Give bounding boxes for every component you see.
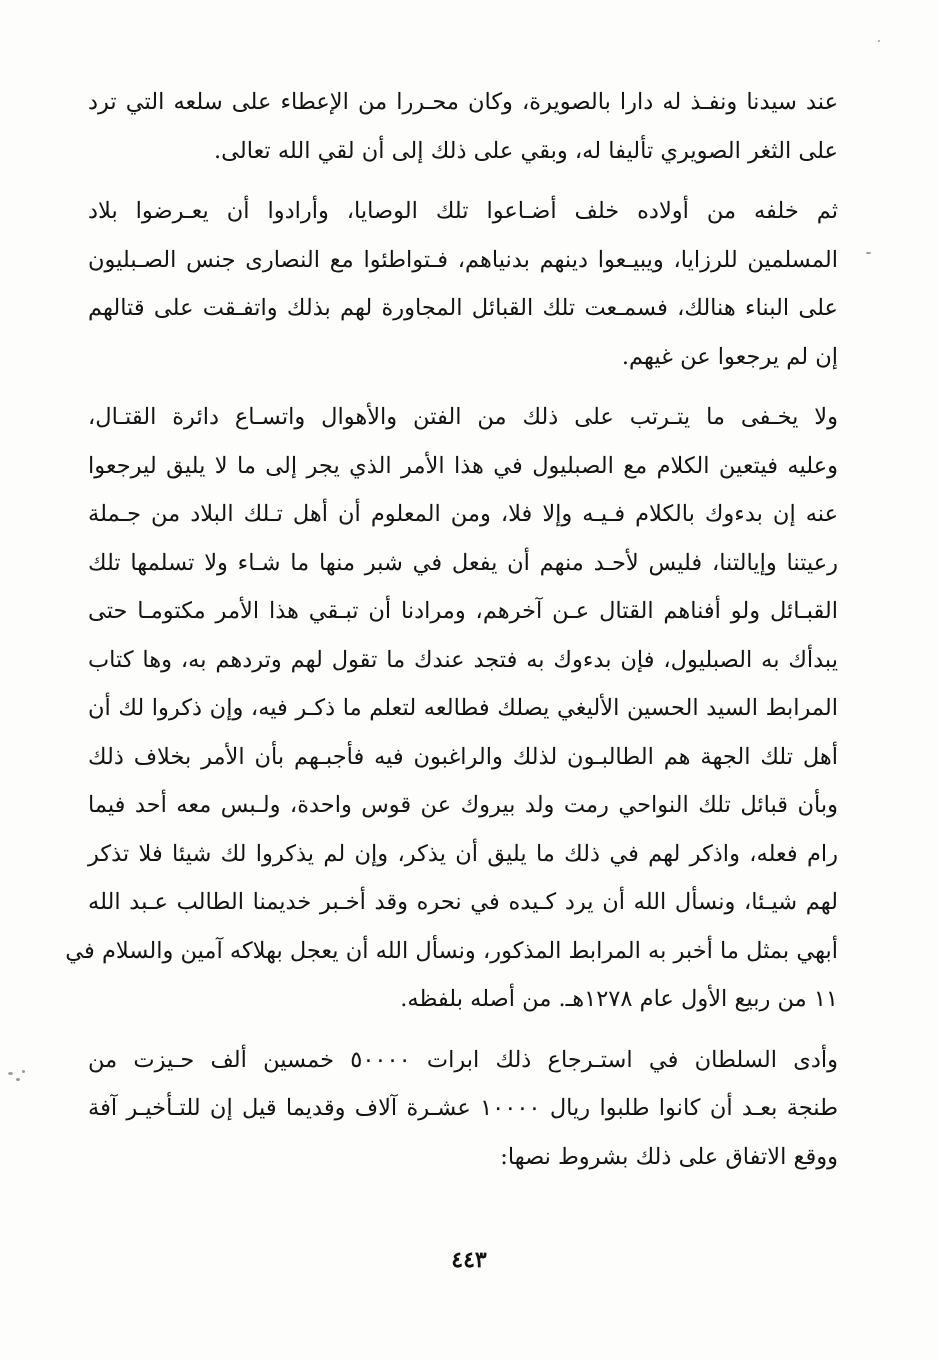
body-text — [65, 78, 839, 1193]
text-line: إن لم يرجعوا عن غيهم. — [621, 343, 838, 370]
text-line: وبأن قبائل تلك النواحي رمت ولد بيروك عن قوس واحدة، ولـبس معه أحد فيما — [88, 792, 838, 818]
text-line: ١١ من ربيع الأول عام ١٢٧٨هـ. من أصله بلفظه. — [400, 986, 838, 1012]
scan-speck — [16, 1078, 20, 1081]
text-line: يبدأك به الصبليول، فإن بدءوك به فتجد عندك ما تقول لهم وتردهم به، وها كتاب — [88, 646, 838, 673]
text-line: عند سيدنا ونفـذ له دارا بالصويرة، وكان محـررا من الإعطاء على سلعه التي ترد — [88, 89, 838, 115]
text-line: ولا يخـفى ما يتـرتب على ذلك من الفتن والأهوال واتسـاع دائرة القتـال، — [88, 404, 838, 430]
paragraph — [65, 393, 838, 1024]
text-line: رعيتنا وإيالتنا، فليس لأحـد منهم أن يفعل في شبر منها ما شـاء ولا تسلمها تلك — [88, 549, 838, 576]
text-line: وعليه فيتعين الكلام مع الصبليول في هذا الأمر الذي يجر إلى ما لا يليق ليرجعوا — [88, 452, 838, 479]
text-line: عنه إن بدءوك بالكلام فـيـه وإلا فلا، ومن المعلوم أن أهل تـلك البلاد من جـملة — [88, 501, 838, 527]
text-line: المسلمين للرزايا، ويبيـعوا دينهم بدنياهم، فـتواطئوا مع النصارى جنس الصـبليون — [88, 246, 838, 273]
paragraph — [88, 78, 838, 175]
scan-speck — [878, 40, 880, 42]
scan-speck — [8, 1072, 13, 1075]
text-line: ووقع الاتفاق على ذلك بشروط نصها: — [500, 1143, 838, 1170]
text-line: ثم خلفه من أولاده خلف أضـاعوا تلك الوصايا، وأرادوا أن يعـرضوا بلاد — [88, 198, 838, 224]
scan-speck — [22, 1070, 25, 1073]
text-line: على الثغر الصويري تأليفا له، وبقي على ذلك إلى أن لقي الله تعالى. — [213, 137, 838, 164]
text-line: وأدى السلطان في استـرجاع ذلك ابرات ٥٠٠٠٠ خمسين ألف حـيزت من — [88, 1046, 839, 1073]
paragraph — [88, 187, 838, 381]
text-line: لهم شيـئا، ونسأل الله أن يرد كـيده في نحره وقد أخـبر خديمنا الطالب عـبد الله — [88, 889, 838, 915]
scan-speck — [866, 252, 871, 254]
text-line: القبـائل ولو أفناهم القتال عـن آخرهم، ومرادنا أن تبـقي هذا الأمر مكتومـا حتى — [88, 598, 838, 624]
text-line: طنجة بعـد أن كانوا طلبوا ريال ١٠٠٠٠ عشـرة آلاف وقديما قيل إن للتـأخيـر آفة — [88, 1095, 839, 1121]
text-line: رام فعله، واذكر لهم في ذلك ما يليق أن يذكر، وإن لم يذكروا لك شيئا فلا تذكر — [88, 840, 838, 867]
paragraph — [88, 1036, 838, 1182]
text-line: على البناء هنالك، فسمـعت تلك القبائل المجاورة لهم بذلك واتفـقت على قتالهم — [88, 295, 838, 321]
text-line: المرابط السيد الحسين الأليغي يصلك فطالعه لتعلم ما ذكـر فيه، وإن ذكروا لك أن — [88, 695, 838, 721]
text-line: أهل تلك الجهة هم الطالبـون لذلك والراغبون فيه فأجبـهم بأن الأمر بخلاف ذلك — [88, 743, 838, 770]
page-number: ٤٤٣ — [451, 1247, 487, 1273]
text-line: أبهي بمثل ما أخبر به المرابط المذكور، ونسأل الله أن يعجل بهلاكه آمين والسلام في — [65, 937, 838, 964]
